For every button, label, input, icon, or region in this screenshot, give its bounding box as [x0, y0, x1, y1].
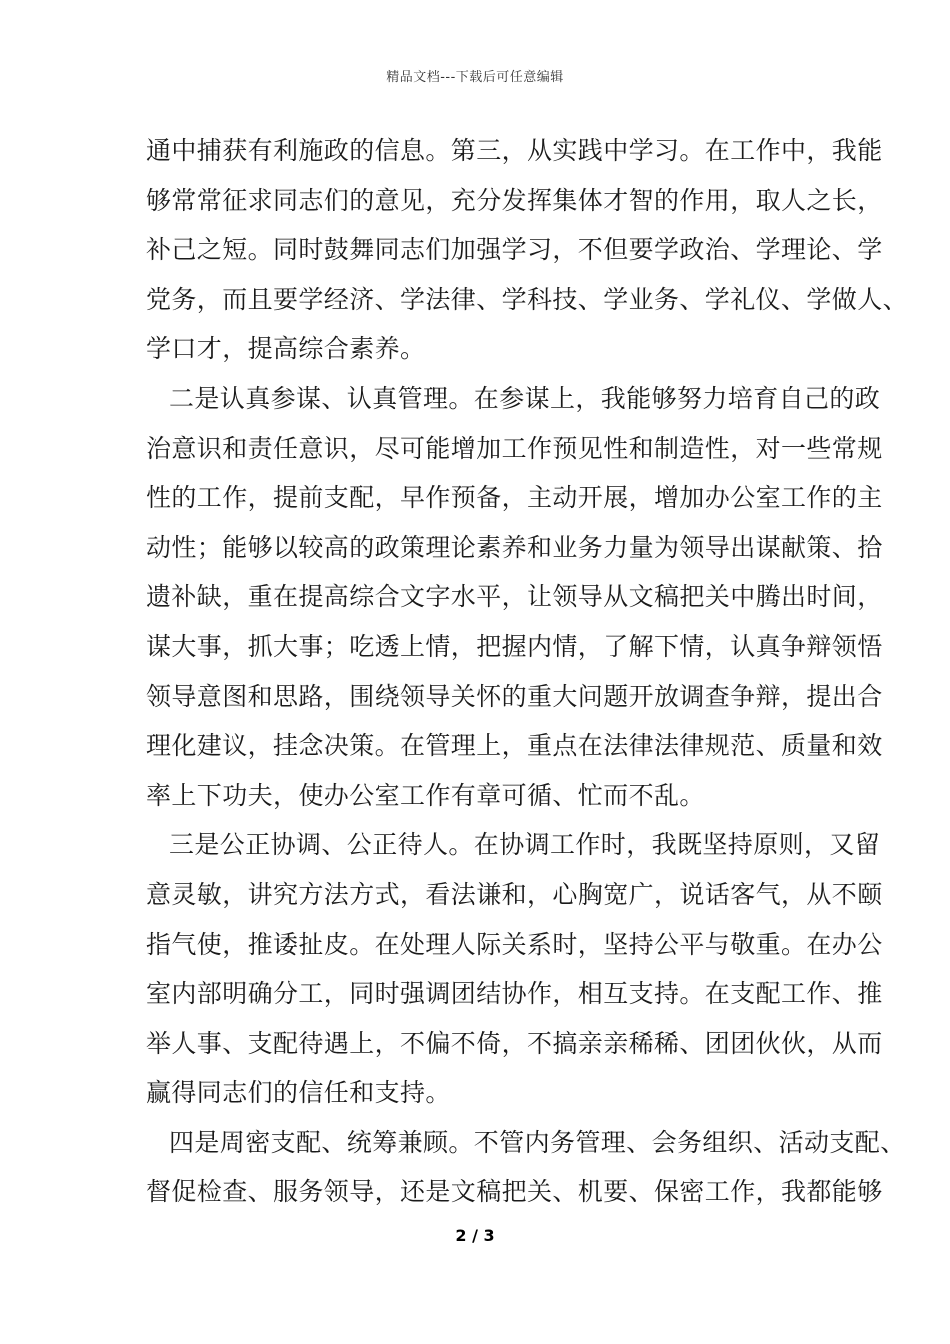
text-line: 室内部明确分工，同时强调团结协作，相互支持。在支配工作、推	[146, 979, 883, 1009]
text-line: 通中捕获有利施政的信息。第三，从实践中学习。在工作中，我能	[146, 136, 883, 165]
text-line: 学口才，提高综合素养。	[146, 334, 426, 364]
text-line: 理化建议，挂念决策。在管理上，重点在法律法律规范、质量和效	[146, 731, 883, 761]
text-line: 四是周密支配、统筹兼顾。不管内务管理、会务组织、活动支配、	[169, 1127, 906, 1157]
text-line: 党务，而且要学经济、学法律、学科技、学业务、学礼仪、学做人、	[146, 284, 909, 314]
text-line: 谋大事，抓大事；吃透上情，把握内情，了解下情，认真争辩领悟	[146, 631, 883, 661]
document-body	[146, 126, 909, 1217]
text-line: 动性；能够以较高的政策理论素养和业务力量为领导出谋献策、拾	[146, 532, 883, 562]
text-line: 赢得同志们的信任和支持。	[146, 1078, 451, 1108]
text-line: 领导意图和思路，围绕领导关怀的重大问题开放调查争辩，提出合	[146, 681, 883, 711]
text-line: 意灵敏，讲究方法方式，看法谦和，心胸宽广，说话客气，从不颐	[146, 879, 883, 909]
text-line: 治意识和责任意识，尽可能增加工作预见性和制造性，对一些常规	[146, 433, 883, 463]
text-line: 举人事、支配待遇上，不偏不倚，不搞亲亲稀稀、团团伙伙，从而	[146, 1028, 883, 1058]
text-line: 二是认真参谋、认真管理。在参谋上，我能够努力培育自己的政	[169, 383, 881, 413]
text-line: 遗补缺，重在提高综合文字水平，让领导从文稿把关中腾出时间，	[146, 582, 883, 612]
text-line: 三是公正协调、公正待人。在协调工作时，我既坚持原则，又留	[169, 830, 881, 860]
text-line: 够常常征求同志们的意见，充分发挥集体才智的作用，取人之长，	[146, 185, 883, 215]
text-line: 督促检查、服务领导，还是文稿把关、机要、保密工作，我都能够	[146, 1177, 883, 1207]
text-line: 补己之短。同时鼓舞同志们加强学习，不但要学政治、学理论、学	[146, 235, 883, 265]
text-line: 性的工作，提前支配，早作预备，主动开展，增加办公室工作的主	[146, 483, 883, 513]
page-number: 2 / 3	[455, 1226, 495, 1245]
text-line: 指气使，推诿扯皮。在处理人际关系时，坚持公平与敬重。在办公	[146, 929, 883, 959]
document-header: 精品文档---下载后可任意编辑	[386, 70, 564, 85]
text-line: 率上下功夫，使办公室工作有章可循、忙而不乱。	[146, 780, 705, 810]
